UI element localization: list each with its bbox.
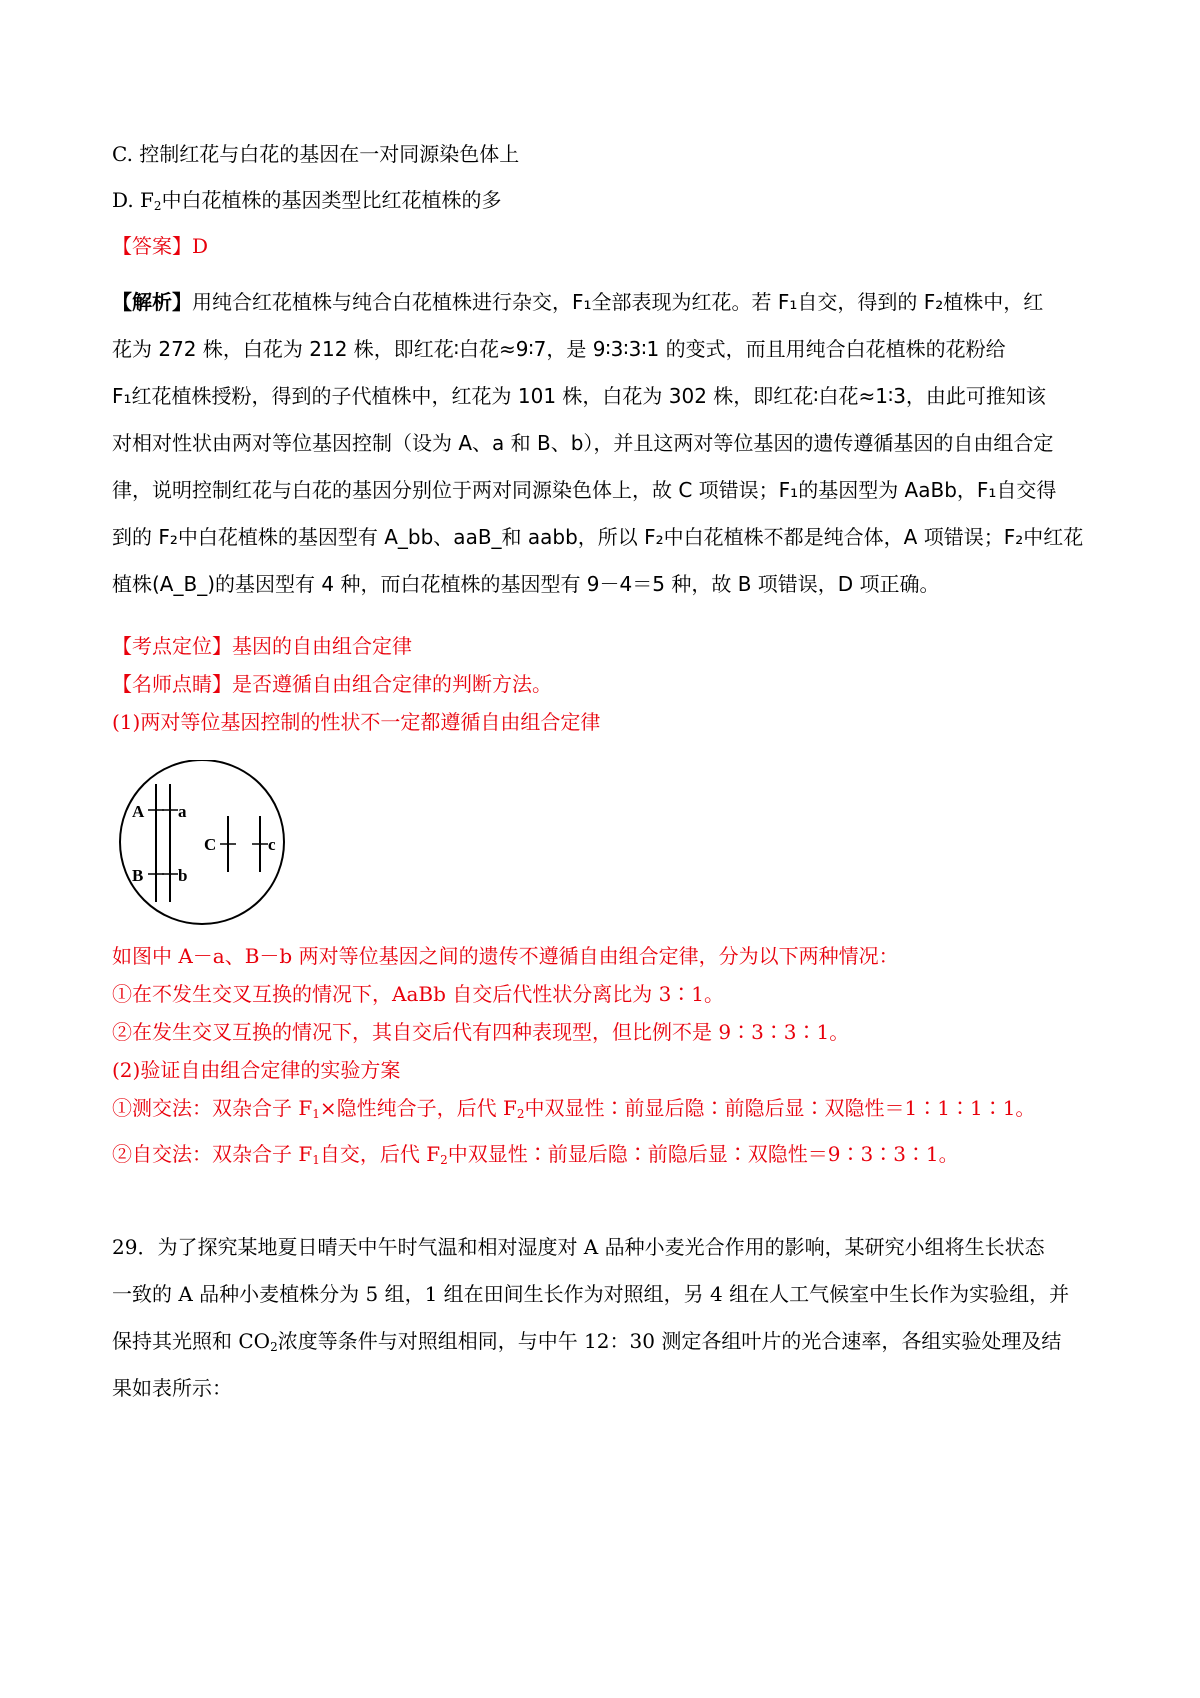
- method2-part-a: ②自交法：双杂合子 F: [112, 1142, 313, 1166]
- explain-line-1: 如图中 A－a、B－b 两对等位基因之间的遗传不遵循自由组合定律，分为以下两种情况：: [112, 944, 899, 968]
- method1-sub: 1: [312, 1107, 320, 1121]
- analysis-line-3: F₁红花植株授粉，得到的子代植株中，红花为 101 株，白花为 302 株，即红花∶白花≈1∶3，由此可推知该: [112, 384, 1046, 408]
- analysis-line-7: 植株(A_B_)的基因型有 4 种，而白花植株的基因型有 9－4＝5 种，故 B 项错误，D 项正确。: [112, 572, 940, 596]
- q29-line-3b: 浓度等条件与对照组相同，与中午 12：30 测定各组叶片的光合速率，各组实验处理及结: [277, 1329, 1062, 1353]
- method1-part-b: ×隐性纯合子，后代 F: [319, 1096, 517, 1120]
- method1-part-a: ①测交法：双杂合子 F: [112, 1096, 313, 1120]
- option-c: C. 控制红花与白花的基因在一对同源染色体上: [112, 142, 520, 166]
- point-1: (1)两对等位基因控制的性状不一定都遵循自由组合定律: [112, 710, 601, 734]
- analysis-line-2: 花为 272 株，白花为 212 株，即红花∶白花≈9∶7，是 9∶3∶3∶1 的变式，而且用纯合白花植株的花粉给: [112, 337, 1006, 361]
- analysis-text-1: 用纯合红花植株与纯合白花植株进行杂交，F₁全部表现为红花。若 F₁自交，得到的 F₂植株中，红: [192, 290, 1044, 314]
- chromosome-diagram: [112, 760, 292, 925]
- analysis-line-6: 到的 F₂中白花植株的基因型有 A_bb、aaB_和 aabb，所以 F₂中白花植株不都是纯合体，A 项错误；F₂中红花: [112, 525, 1084, 549]
- method-selfcross: [112, 1140, 959, 1168]
- analysis-line-4: 对相对性状由两对等位基因控制（设为 A、a 和 B、b），并且这两对等位基因的遗传遵循基因的自由组合定: [112, 431, 1054, 455]
- mingshi-line: [112, 670, 552, 698]
- option-d-text: 中白花植株的基因类型比红花植株的多: [161, 188, 502, 212]
- explain-line-2: ①在不发生交叉互换的情况下，AaBb 自交后代性状分离比为 3∶1。: [112, 982, 725, 1006]
- option-d-prefix: D. F: [112, 188, 154, 212]
- analysis-label: 【解析】: [112, 290, 192, 314]
- q29-line-4: 果如表所示：: [112, 1376, 232, 1400]
- method1-part-c: 中双显性∶前显后隐∶前隐后显∶双隐性＝1∶1∶1∶1。: [524, 1096, 1036, 1120]
- q29-co2-sub: 2: [270, 1340, 278, 1354]
- analysis-line-1: [112, 288, 1043, 316]
- point-2: (2)验证自由组合定律的实验方案: [112, 1058, 401, 1082]
- explain-line-3: ②在发生交叉互换的情况下，其自交后代有四种表现型，但比例不是 9∶3∶3∶1。: [112, 1020, 850, 1044]
- kaodian-line: [112, 632, 412, 660]
- q29-line-2: 一致的 A 品种小麦植株分为 5 组，1 组在田间生长作为对照组，另 4 组在人工气候室中生长作为实验组，并: [112, 1282, 1070, 1306]
- label-A: A: [132, 802, 145, 821]
- q29-line-1: 29．为了探究某地夏日晴天中午时气温和相对湿度对 A 品种小麦光合作用的影响，某研究小组将生长状态: [112, 1235, 1045, 1259]
- answer-line: [112, 232, 208, 260]
- method2-sub2: 2: [440, 1153, 448, 1167]
- method2-part-b: 自交，后代 F: [319, 1142, 441, 1166]
- label-b: b: [178, 866, 188, 885]
- mingshi-text: 是否遵循自由组合定律的判断方法。: [232, 672, 552, 696]
- method1-sub2: 2: [516, 1107, 525, 1121]
- q29-line-3a: 保持其光照和 CO: [112, 1329, 271, 1353]
- label-B: B: [132, 866, 144, 885]
- label-a: a: [178, 802, 187, 821]
- method2-sub: 1: [312, 1153, 320, 1167]
- answer-label: 【答案】: [112, 234, 192, 258]
- mingshi-label: 【名师点睛】: [112, 672, 232, 696]
- q29-line-3: [112, 1327, 1061, 1355]
- label-c: c: [268, 835, 276, 854]
- kaodian-label: 【考点定位】: [112, 634, 232, 658]
- kaodian-text: 基因的自由组合定律: [232, 634, 412, 658]
- method-testcross: [112, 1094, 1035, 1122]
- method2-part-c: 中双显性∶前显后隐∶前隐后显∶双隐性＝9∶3∶3∶1。: [447, 1142, 959, 1166]
- analysis-line-5: 律，说明控制红花与白花的基因分别位于两对同源染色体上，故 C 项错误；F₁的基因型为 AaBb，F₁自交得: [112, 478, 1057, 502]
- answer-value: D: [192, 234, 209, 258]
- option-d-sub: 2: [153, 199, 162, 213]
- label-C: C: [204, 835, 217, 854]
- option-d: [112, 186, 502, 214]
